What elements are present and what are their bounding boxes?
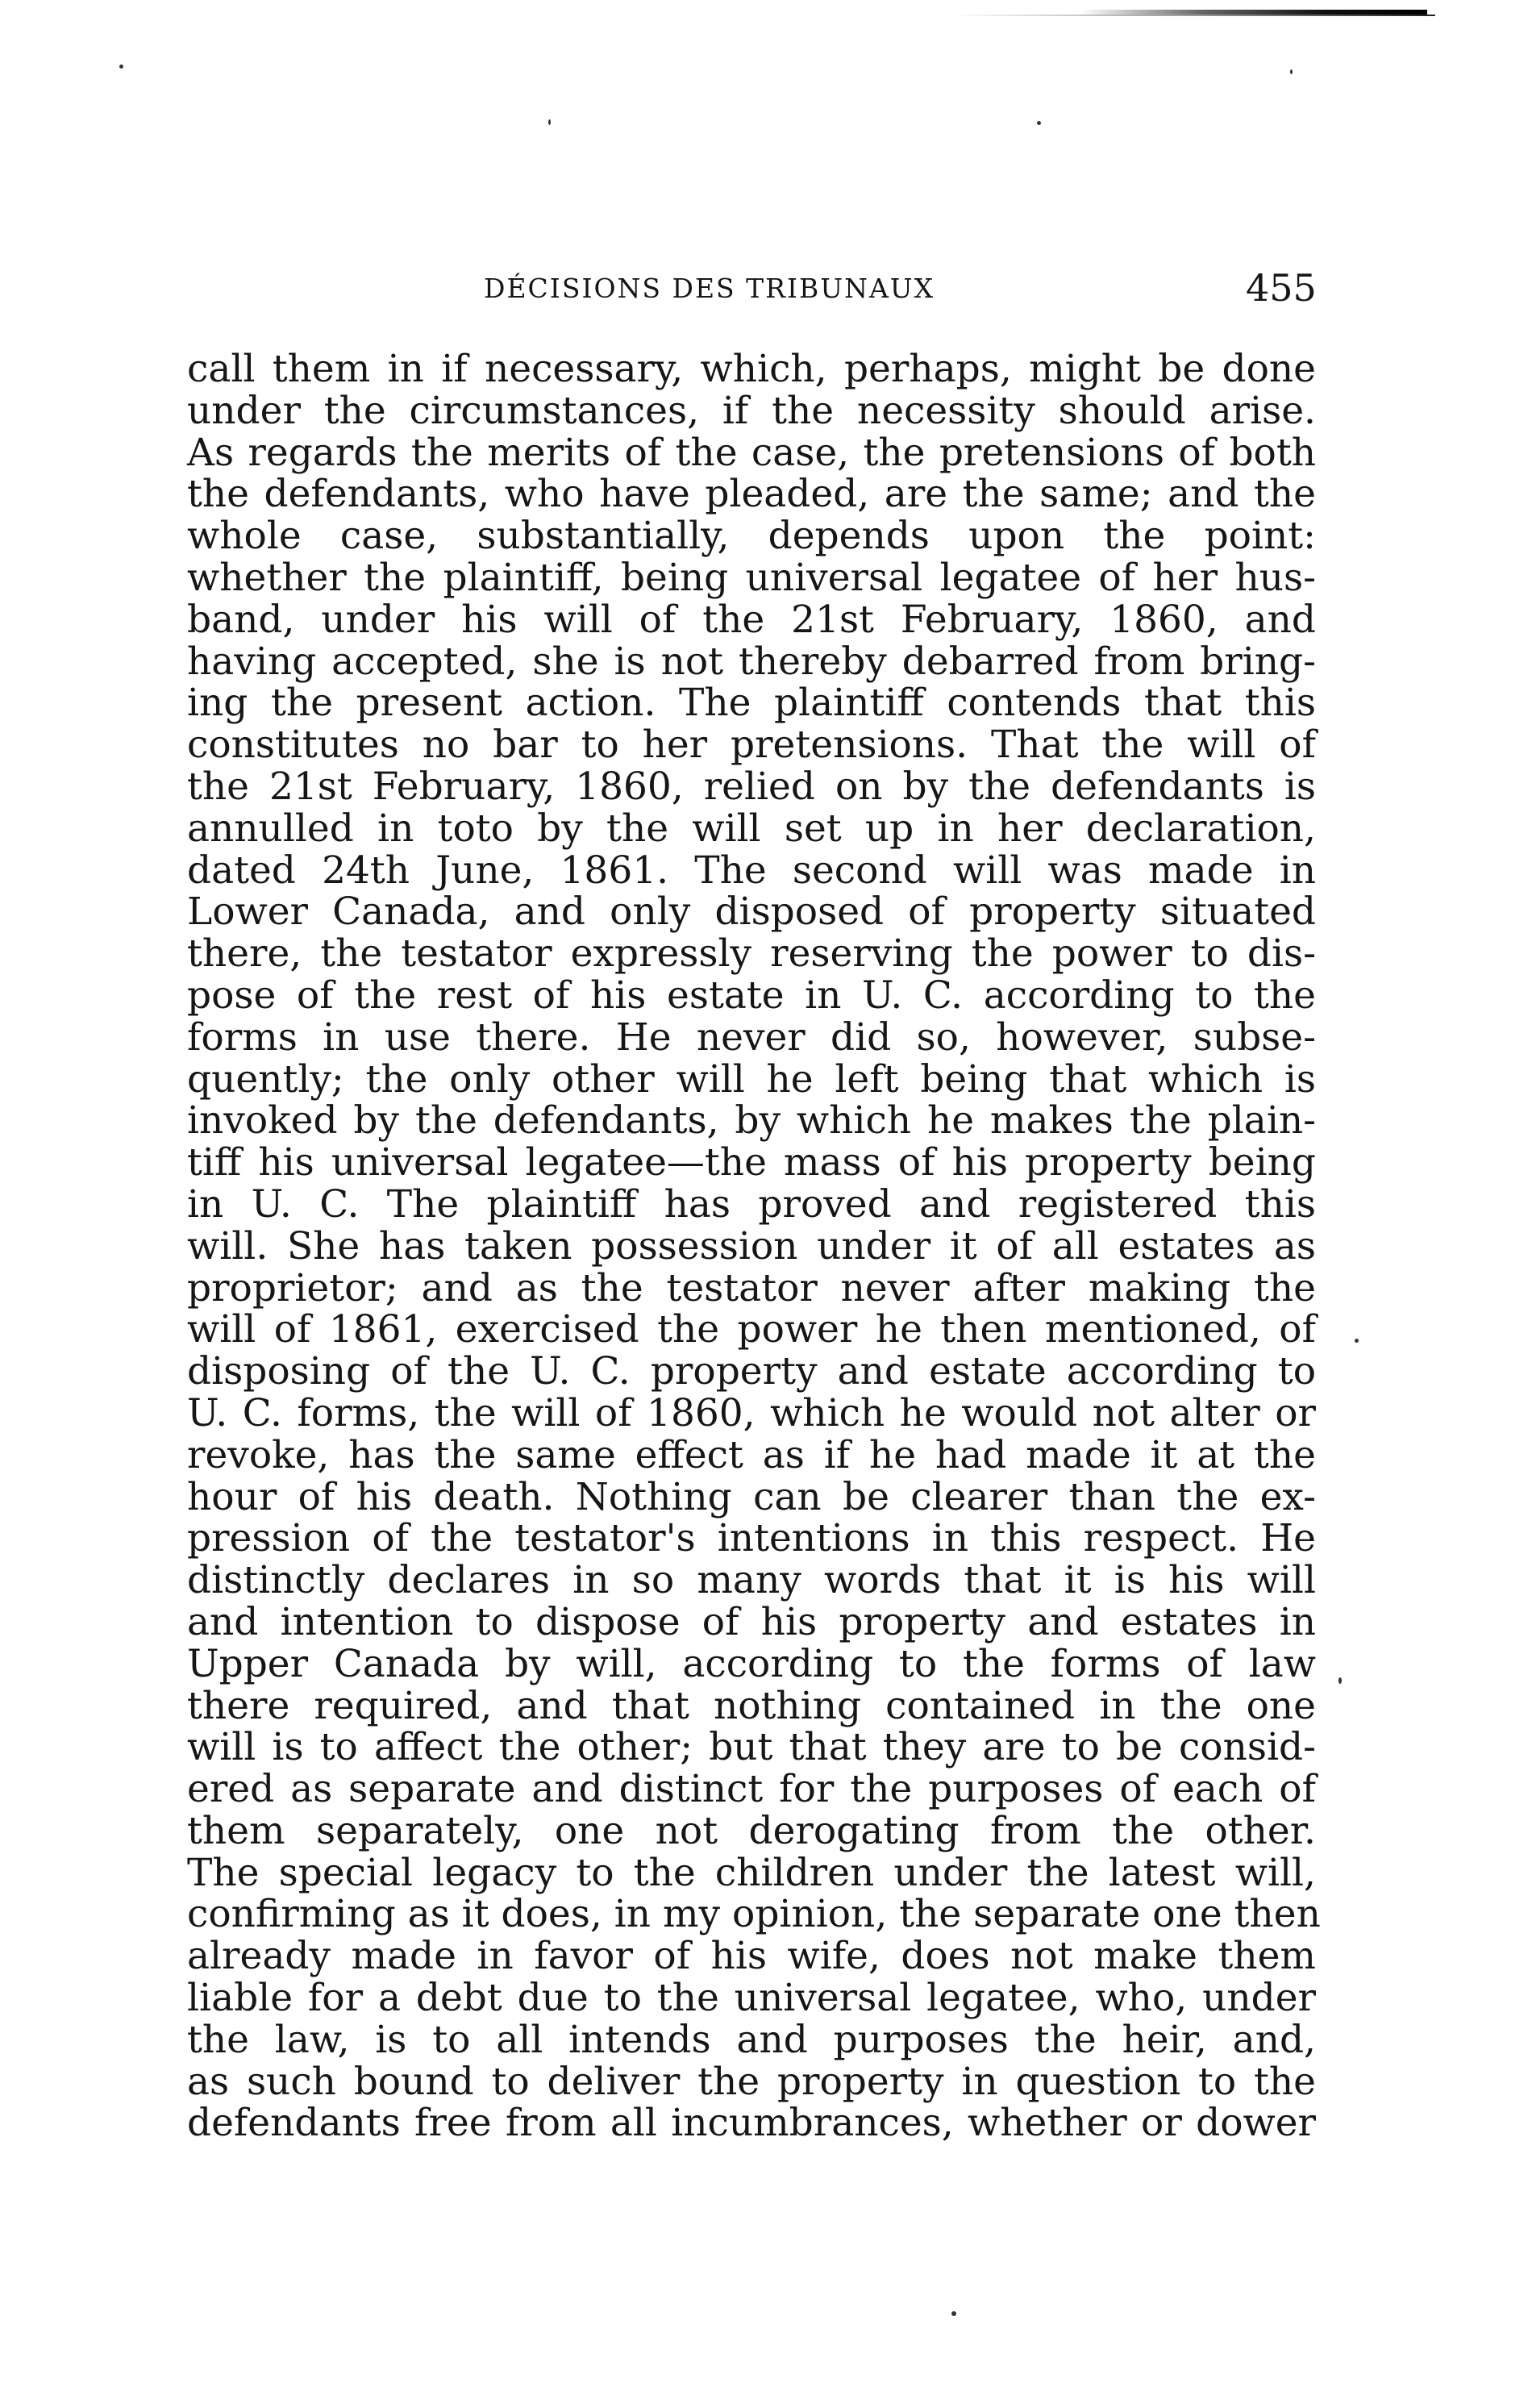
text-line: proprietor; and as the testator never after making the [187, 1265, 1316, 1310]
text-line: confirming as it does, in my opinion, the separate one then [187, 1892, 1321, 1937]
text-line: quently; the only other will he left being that which is [187, 1056, 1316, 1102]
text-line: As regards the merits of the case, the pretensions of both [187, 430, 1316, 475]
text-line: U. C. forms, the will of 1860, which he would not alter or [187, 1390, 1316, 1435]
scan-top-rule [1080, 10, 1427, 15]
text-line: Lower Canada, and only disposed of property situated [187, 889, 1316, 935]
scan-speck [1338, 1677, 1342, 1684]
scan-speck [1355, 1339, 1359, 1343]
text-line: defendants free from all incumbrances, whether or dower [187, 2101, 1316, 2146]
text-line: will is to affect the other; but that they are to be consid- [187, 1725, 1316, 1770]
text-line: constitutes no bar to her pretensions. That the will of [187, 723, 1316, 768]
text-line: hour of his death. Nothing can be clearer than the ex- [187, 1474, 1316, 1519]
scan-speck [548, 119, 551, 125]
text-line: the defendants, who have pleaded, are the same; and the [187, 472, 1316, 517]
running-head: DÉCISIONS DES TRIBUNAUX [484, 273, 935, 304]
scan-speck [119, 65, 123, 69]
text-line: call them in if necessary, which, perhaps, might be done [187, 347, 1316, 391]
scan-top-rule-thin [951, 15, 1435, 16]
scan-speck [1037, 121, 1041, 125]
text-line: already made in favor of his wife, does not make them [187, 1934, 1316, 1979]
text-line: whole case, substantially, depends upon the point: [187, 514, 1316, 559]
text-line: will. She has taken possession under it of all estates as [187, 1223, 1316, 1269]
text-line: Upper Canada by will, according to the forms of law [187, 1641, 1316, 1686]
text-line: tiff his universal legatee—the mass of his property being [187, 1140, 1316, 1185]
text-line: there, the testator expressly reserving the power to dis- [187, 931, 1316, 977]
text-line: in U. C. The plaintiff has proved and registered this [187, 1181, 1316, 1227]
text-line: as such bound to deliver the property in question to the [187, 2059, 1316, 2104]
text-line: ing the present action. The plaintiff contends that this [187, 681, 1316, 726]
page-number: 455 [1246, 266, 1317, 310]
text-line: The special legacy to the children under the latest will, [187, 1850, 1316, 1895]
text-line: dated 24th June, 1861. The second will was made in [187, 848, 1316, 893]
body-text [187, 347, 1321, 2146]
page-header [0, 266, 1532, 315]
text-line: disposing of the U. C. property and estate according to [187, 1349, 1316, 1394]
text-line: revoke, has the same effect as if he had made it at the [187, 1432, 1316, 1477]
text-line: them separately, one not derogating from the other. [187, 1808, 1316, 1853]
scan-speck [1290, 69, 1293, 74]
text-line: the law, is to all intends and purposes the heir, and, [187, 2017, 1316, 2062]
text-line: pose of the rest of his estate in U. C. according to the [187, 973, 1316, 1018]
text-line: and intention to dispose of his property and estates in [187, 1599, 1316, 1644]
text-line: liable for a debt due to the universal legatee, who, under [187, 1976, 1316, 2021]
text-line: whether the plaintiff, being universal legatee of her hus- [187, 555, 1316, 600]
text-line: the 21st February, 1860, relied on by the defendants is [187, 764, 1316, 809]
text-line: under the circumstances, if the necessity should arise. [187, 388, 1316, 433]
text-line: forms in use there. He never did so, however, subse- [187, 1014, 1316, 1060]
text-line: ered as separate and distinct for the purposes of each of [187, 1767, 1316, 1812]
text-line: there required, and that nothing contained in the one [187, 1683, 1316, 1728]
text-line: will of 1861, exercised the power he then mentioned, of [187, 1307, 1316, 1352]
text-line: distinctly declares in so many words that it is his will [187, 1558, 1316, 1603]
text-line: band, under his will of the 21st February, 1860, and [187, 597, 1316, 642]
text-line: annulled in toto by the will set up in her declaration, [187, 806, 1316, 851]
text-line: having accepted, she is not thereby debarred from bring- [187, 639, 1316, 684]
text-line: invoked by the defendants, by which he makes the plain- [187, 1098, 1316, 1144]
text-line: pression of the testator's intentions in this respect. He [187, 1516, 1316, 1561]
scan-speck [951, 2311, 956, 2316]
